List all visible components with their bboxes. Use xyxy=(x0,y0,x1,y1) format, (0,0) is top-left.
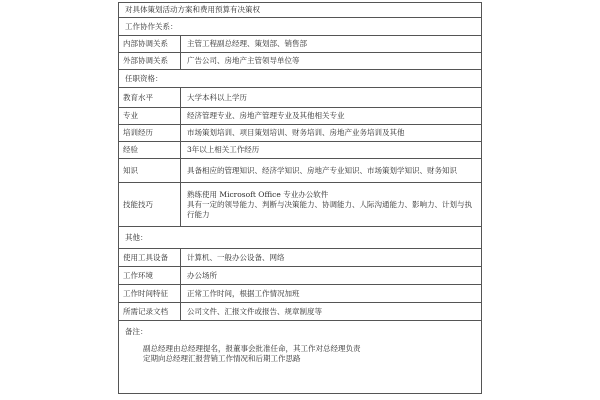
table-row xyxy=(119,142,481,159)
row-label: 工作环境 xyxy=(119,267,181,284)
row-value: 公司文件、汇报文件或报告、规章制度等 xyxy=(187,306,322,316)
table-row xyxy=(119,249,481,267)
qualifications-heading: 任职资格： xyxy=(125,74,163,83)
skill-line: 熟练使用 Microsoft Office 专业办公软件 xyxy=(187,189,329,199)
row-label: 培训经历 xyxy=(119,125,181,141)
row-value: 3年以上相关工作经历 xyxy=(187,145,260,154)
row-value: 主管工程副总经理、策划部、销售部 xyxy=(187,39,307,48)
notes-section xyxy=(119,321,481,393)
table-row xyxy=(119,303,481,321)
table-row xyxy=(119,159,481,183)
other-heading-row xyxy=(119,227,481,249)
note-line: 定期向总经理汇报营销工作情况和后期工作思路 xyxy=(143,354,301,363)
title-text: 对具体策划活动方案和费用预算有决策权 xyxy=(125,5,260,14)
title-row xyxy=(119,3,481,18)
qualifications-heading-row xyxy=(119,70,481,88)
row-label: 外部协调关系 xyxy=(119,53,181,69)
row-label: 使用工具设备 xyxy=(119,249,181,266)
row-value: 正常工作时间，根据工作情况加班 xyxy=(187,288,300,298)
job-description-table xyxy=(118,2,482,394)
row-value: 市场策划培训、项目策划培训、财务培训、房地产业务培训及其他 xyxy=(187,128,405,137)
table-row xyxy=(119,53,481,70)
notes-heading: 备注： xyxy=(125,327,148,336)
row-value: 广告公司、房地产主管领导单位等 xyxy=(187,56,300,65)
row-label: 工作时间特征 xyxy=(119,285,181,302)
row-label: 教育水平 xyxy=(119,88,181,107)
skill-line: 具有一定的领导能力、判断与决策能力、协调能力、人际沟通能力、影响力、计划与执行能力 xyxy=(187,199,472,219)
row-value: 大学本科以上学历 xyxy=(187,92,247,102)
note-line: 副总经理由总经理提名，报董事会批准任命，其工作对总经理负责 xyxy=(143,344,361,353)
table-row xyxy=(119,125,481,142)
row-label: 知识 xyxy=(119,159,181,182)
relations-heading-row xyxy=(119,18,481,36)
row-label: 技能技巧 xyxy=(119,183,181,226)
table-row xyxy=(119,183,481,227)
row-value xyxy=(181,183,481,226)
row-label: 专业 xyxy=(119,108,181,124)
table-row xyxy=(119,36,481,53)
row-label: 所需记录文档 xyxy=(119,303,181,320)
row-value: 经济管理专业、房地产管理专业及其他相关专业 xyxy=(187,111,345,120)
other-heading: 其他： xyxy=(125,232,148,242)
table-row xyxy=(119,108,481,125)
row-value: 具备相应的管理知识、经济学知识、房地产专业知识、市场策划学知识、财务知识 xyxy=(187,165,457,175)
row-value: 办公场所 xyxy=(187,270,217,280)
row-value: 计算机、一般办公设备、网络 xyxy=(187,252,285,262)
table-row xyxy=(119,285,481,303)
row-label: 经验 xyxy=(119,142,181,158)
table-row xyxy=(119,88,481,108)
relations-heading: 工作协作关系： xyxy=(125,21,178,31)
table-row xyxy=(119,267,481,285)
row-label: 内部协调关系 xyxy=(119,36,181,52)
